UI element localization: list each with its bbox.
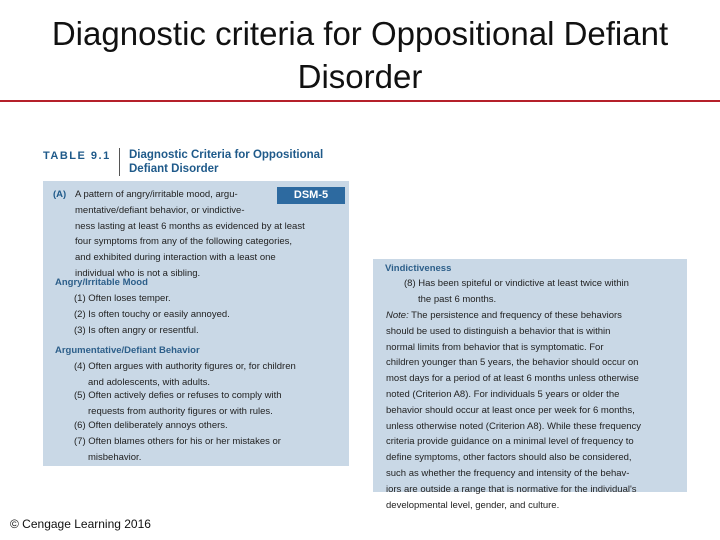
slide-title-line-1: Diagnostic criteria for Oppositional Defiant	[51, 15, 669, 52]
note-line: noted (Criterion A8). For individuals 5 years or older the	[386, 388, 620, 400]
criterion-item-line: (1) Often loses temper.	[74, 293, 171, 304]
criterion-item-line: (8) Has been spiteful or vindictive at least twice within	[404, 278, 629, 289]
title-divider	[0, 100, 720, 102]
table-title-line-1: Diagnostic Criteria for Oppositional	[129, 149, 324, 161]
criterion-item-line: (6) Often deliberately annoys others.	[74, 420, 228, 431]
criterion-item-line: (5) Often actively defies or refuses to comply with	[74, 390, 282, 401]
criterion-item-line: misbehavior.	[88, 451, 142, 463]
slide-title	[10, 12, 710, 98]
criterion-item-line: (7) Often blames others for his or her mistakes or	[74, 436, 281, 447]
criterion-item	[74, 418, 344, 434]
section-heading-vindictiveness: Vindictiveness	[385, 263, 452, 274]
note-line-text: The persistence and frequency of these behaviors	[408, 310, 622, 321]
note-block	[386, 308, 686, 513]
criterion-item	[404, 276, 629, 308]
criterion-a-label: (A)	[53, 189, 67, 200]
criterion-item-line: (2) Is often touchy or easily annoyed.	[74, 309, 230, 320]
note-line: define symptoms, other factors should also be considered,	[386, 452, 632, 464]
table-header-divider	[119, 148, 120, 176]
note-line: behavior should occur at least once per week for 6 months,	[386, 404, 635, 416]
criterion-a-text	[75, 187, 325, 282]
note-line: criteria provide guidance on a minimal level of frequency to	[386, 436, 634, 448]
note-line: children younger than 5 years, the behavior should occur on	[386, 357, 639, 369]
section-heading-argumentative: Argumentative/Defiant Behavior	[55, 345, 200, 356]
table-title-line-2: Defiant Disorder	[129, 163, 219, 175]
criterion-item	[74, 359, 344, 391]
dsm-5-badge: DSM-5	[277, 187, 345, 204]
slide-title-line-2: Disorder	[297, 58, 423, 95]
criterion-a-line: mentative/defiant behavior, or vindictive-	[75, 204, 245, 216]
criterion-item-line: (4) Often argues with authority figures or, for children	[74, 361, 296, 372]
criterion-item-line: (3) Is often angry or resentful.	[74, 325, 199, 336]
criterion-a-line: individual who is not a sibling.	[75, 267, 201, 279]
note-line: unless otherwise noted (Criterion A8). While these frequency	[386, 420, 642, 432]
criterion-item	[74, 307, 344, 323]
note-line: such as whether the frequency and intensity of the behav-	[386, 467, 630, 479]
criterion-item	[74, 291, 344, 307]
note-label: Note:	[386, 310, 409, 321]
table-number: TABLE 9.1	[43, 150, 111, 162]
note-line-1	[386, 308, 686, 324]
table-header	[43, 148, 363, 178]
criterion-a-line: four symptoms from any of the following categories,	[75, 236, 293, 248]
note-line: normal limits from behavior that is symptomatic. For	[386, 341, 604, 353]
note-line: developmental level, gender, and culture.	[386, 499, 560, 511]
criteria-panel-right	[373, 259, 687, 511]
table-title	[129, 148, 359, 176]
note-line: iors are outside a range that is normative for the individual's	[386, 483, 637, 495]
copyright-notice: © Cengage Learning 2016	[10, 517, 151, 531]
criterion-a-line: and exhibited during interaction with a least one	[75, 252, 276, 264]
note-line: should be used to distinguish a behavior that is within	[386, 325, 611, 337]
criterion-item	[74, 434, 344, 466]
criterion-a-line: A pattern of angry/irritable mood, argu-	[75, 189, 238, 200]
criteria-panel-left	[43, 181, 349, 466]
criterion-a-line: ness lasting at least 6 months as evidenced by at least	[75, 220, 305, 232]
criterion-item	[74, 388, 344, 420]
note-line: most days for a period of at least 6 months unless otherwise	[386, 373, 639, 385]
criterion-item	[74, 323, 344, 339]
section-heading-angry-mood: Angry/Irritable Mood	[55, 277, 148, 288]
criterion-item-line: the past 6 months.	[418, 293, 497, 305]
criterion-item-line: requests from authority figures or with rules.	[88, 405, 273, 417]
criterion-item-line: and adolescents, with adults.	[88, 376, 210, 388]
